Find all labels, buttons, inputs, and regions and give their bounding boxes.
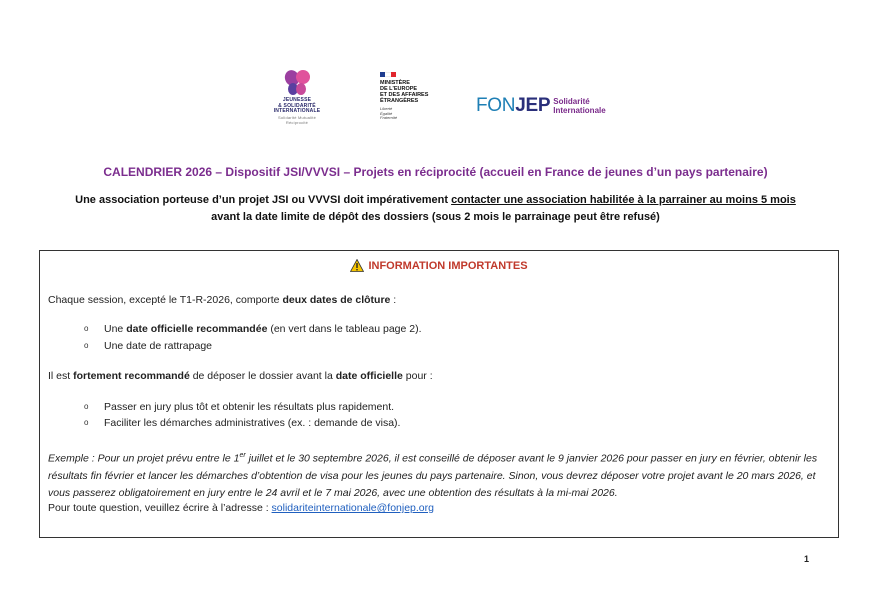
motto-3: Fraternité (380, 115, 398, 120)
info-box (39, 250, 839, 538)
bullet-icon: o (84, 402, 89, 411)
contact-line (48, 502, 434, 514)
p2-a: Il est (48, 370, 74, 382)
list1-0-b: date officielle recommandée (126, 323, 268, 335)
list1-1-a: Une date de rattrapage (104, 340, 212, 352)
intro-line-1-a: Une association porteuse d’un projet JSI ou VVVSI doit impérativement (75, 194, 452, 206)
fonjep-word (476, 95, 550, 117)
p1-c: : (390, 294, 397, 306)
ministry-line-4: ÉTRANGÈRES (380, 98, 419, 104)
list-item (84, 322, 422, 336)
info-heading (40, 259, 838, 272)
bullet-icon: o (84, 341, 89, 350)
bullet-icon: o (84, 418, 89, 427)
list-item (84, 339, 212, 353)
jsi-small: Solidarité Mutualité Réciprocité (277, 114, 317, 125)
intro-line-1-underlined: contacter une association habilitée à la parrainer au moins 5 mois (451, 194, 796, 206)
example-paragraph (48, 447, 834, 502)
list2-1: Faciliter les démarches administratives (ex. : demande de visa). (104, 417, 401, 429)
example-a: Exemple : Pour un projet prévu entre le 1 (48, 452, 240, 465)
ministry-line-3: ET DES AFFAIRES (380, 92, 429, 98)
example-b: juillet et le 30 septembre 2026, il est conseillé de déposer avant le 9 janvier 2026 pour passer en jury en février, obtenir les résultats fin février et lancer les démarches d’obtention de visa pour les jeunes du pays partenaire. Sinon, vous devrez déposer votre projet avant le 20 mars 2026, et vous passerez obligatoirement en jury entre le 24 avril et le 7 mai 2026, avec une obtention des résultats à la mi-mai 2026. (48, 452, 818, 499)
bullet-icon: o (84, 324, 89, 333)
contact-email-link[interactable]: solidariteinternationale@fonjep.org (271, 502, 434, 514)
p2-c: de déposer le dossier avant la (189, 370, 336, 382)
intro-line-1 (0, 192, 871, 209)
intro-line-2: avant la date limite de dépôt des dossiers (sous 2 mois le parrainage peut être refusé) (211, 211, 660, 223)
fonjep-sub-1: Solidarité (553, 97, 590, 106)
motto-2: Égalité (380, 110, 393, 116)
p2-b: fortement recommandé (73, 370, 190, 382)
p2-e: pour : (402, 370, 433, 382)
fonjep-sub (553, 97, 605, 115)
jsi-line-1: JEUNESSE (282, 97, 312, 103)
list-item (84, 400, 395, 414)
closing-dates-paragraph (48, 293, 396, 307)
jsi-line-2: & SOLIDARITÉ (278, 102, 316, 109)
contact-text: Pour toute question, veuillez écrire à l’adresse : (48, 502, 272, 514)
info-heading-text: INFORMATION IMPORTANTES (368, 259, 528, 272)
p1-b: deux dates de clôture (282, 294, 391, 306)
jsi-logo (268, 68, 326, 132)
jsi-butterfly-logo-icon (282, 68, 312, 98)
ministry-line-2: DE L'EUROPE (380, 86, 418, 92)
list1-0-c: (en vert dans le tableau page 2). (267, 323, 422, 335)
document-title: CALENDRIER 2026 – Dispositif JSI/VVVSI – Projets en réciprocité (accueil en France de jeunes d’un pays partenaire) (103, 165, 768, 179)
p2-d: date officielle (335, 370, 403, 382)
page-number: 1 (803, 554, 809, 564)
p1-a: Chaque session, excepté le T1-R-2026, comporte (48, 294, 283, 306)
list1-0-a: Une (104, 323, 127, 335)
list2-0: Passer en jury plus tôt et obtenir les résultats plus rapidement. (104, 401, 395, 413)
motto-1: Liberté (380, 106, 393, 111)
fonjep-word-a: FON (476, 95, 516, 116)
french-flag-icon (380, 72, 396, 77)
warning-icon (350, 259, 364, 272)
ministry-logo (380, 72, 450, 132)
logo-bar (0, 66, 871, 136)
fonjep-logo (476, 93, 606, 119)
list-item (84, 416, 401, 430)
fonjep-sub-2: Internationale (553, 106, 606, 115)
jsi-line-3: INTERNATIONALE (273, 108, 321, 114)
fonjep-word-b: JEP (515, 95, 551, 116)
ministry-line-1: MINISTÈRE (380, 80, 410, 86)
intro-notice (0, 192, 871, 226)
example-sup: er (239, 452, 246, 459)
recommendation-paragraph (48, 369, 433, 383)
